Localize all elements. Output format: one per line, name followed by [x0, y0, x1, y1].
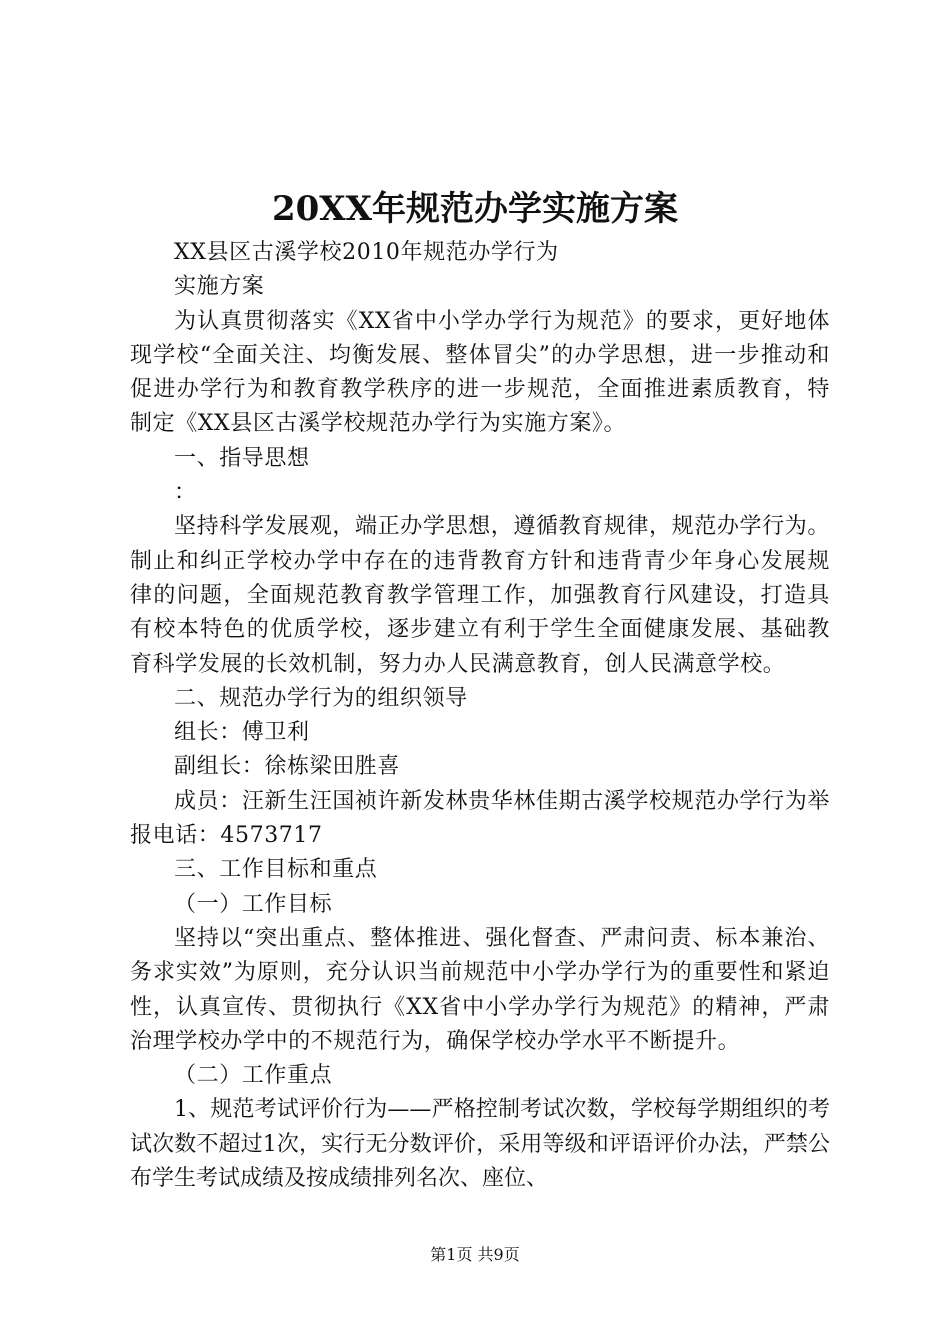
section-heading: 一、指导思想 — [174, 445, 310, 471]
subsection-heading: （二）工作重点 — [174, 1063, 333, 1089]
section-heading: 三、工作目标和重点 — [174, 857, 378, 883]
paragraph: 副组长：徐栋梁田胜喜 — [174, 754, 401, 780]
paragraph: 组长：傅卫利 — [174, 720, 310, 746]
paragraph: ： — [174, 480, 197, 506]
subsection-heading: （一）工作目标 — [174, 891, 333, 917]
paragraph: 为认真贯彻落实《XX省中小学办学行为规范》的要求，更好地体现学校“全面关注、均衡发展、整体冒尖”的办学思想，进一步推动和促进办学行为和教育教学秩序的进一步规范，全面推进素质教育，特制定《XX县区古溪学校规范办学行为实施方案》。 — [130, 308, 830, 437]
paragraph: 成员：汪新生汪国祯许新发林贵华林佳期古溪学校规范办学行为举报电话：4573717 — [130, 788, 830, 849]
paragraph: XX县区古溪学校2010年规范办学行为 — [174, 240, 559, 265]
page-footer: 第1页 共9页 — [430, 1245, 520, 1264]
document-body — [130, 236, 830, 1196]
paragraph: 1、规范考试评价行为——严格控制考试次数，学校每学期组织的考试次数不超过1次，实行无分数评价，采用等级和评语评价办法，严禁公布学生考试成绩及按成绩排列名次、座位、 — [130, 1097, 830, 1192]
paragraph: 实施方案 — [174, 274, 265, 300]
paragraph: 坚持以“突出重点、整体推进、强化督查、严肃问责、标本兼治、务求实效”为原则，充分认识当前规范中小学办学行为的重要性和紧迫性，认真宣传、贯彻执行《XX省中小学办学行为规范》的精神，严肃治理学校办学中的不规范行为，确保学校办学水平不断提升。 — [130, 925, 830, 1054]
document-title: 20XX年规范办学实施方案 — [271, 189, 679, 229]
paragraph: 坚持科学发展观，端正办学思想，遵循教育规律，规范办学行为。制止和纠正学校办学中存在的违背教育方针和违背青少年身心发展规律的问题，全面规范教育教学管理工作，加强教育行风建设，打造具有校本特色的优质学校，逐步建立有利于学生全面健康发展、基础教育科学发展的长效机制，努力办人民满意教育，创人民满意学校。 — [130, 514, 830, 677]
section-heading: 二、规范办学行为的组织领导 — [174, 685, 468, 711]
